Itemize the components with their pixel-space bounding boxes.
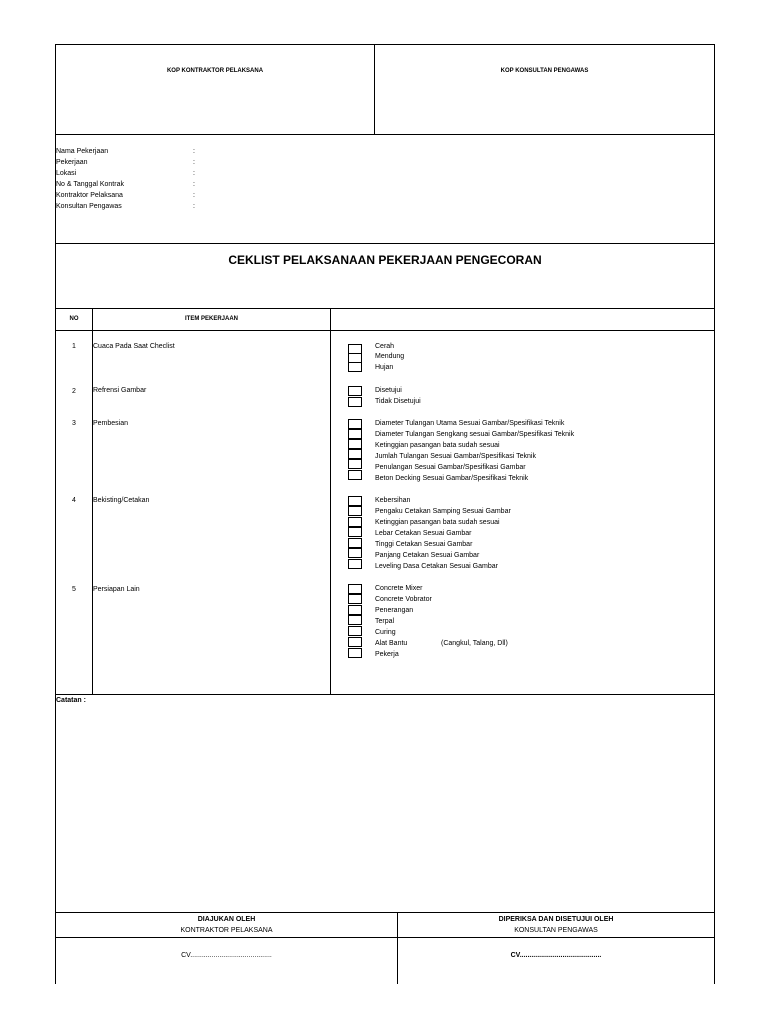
- header-right-label: KOP KONSULTAN PENGAWAS: [500, 68, 589, 74]
- check-label: Curing: [375, 629, 396, 636]
- info-colon: :: [193, 203, 195, 210]
- notes-label: Catatan :: [56, 697, 86, 704]
- row-item: Refrensi Gambar: [93, 387, 147, 394]
- check-label: Kebersihan: [375, 497, 411, 504]
- checkbox[interactable]: [348, 439, 362, 449]
- info-label: Kontraktor Pelaksana: [56, 192, 123, 199]
- info-colon: :: [193, 181, 195, 188]
- checkbox[interactable]: [348, 449, 362, 459]
- checkbox[interactable]: [348, 559, 362, 569]
- rule-info-bottom: [55, 243, 715, 244]
- check-label: Alat Bantu: [375, 640, 408, 647]
- checkbox[interactable]: [348, 637, 362, 647]
- check-label: Tinggi Cetakan Sesuai Gambar: [375, 541, 473, 548]
- check-label: Pengaku Cetakan Samping Sesuai Gambar: [375, 508, 511, 515]
- check-label: Disetujui: [375, 387, 402, 394]
- info-colon: :: [193, 170, 195, 177]
- page-title: CEKLIST PELAKSANAAN PEKERJAAN PENGECORAN: [228, 253, 542, 267]
- check-label: Diameter Tulangan Sengkang sesuai Gambar/Spesifikasi Teknik: [375, 431, 575, 438]
- checkbox[interactable]: [348, 517, 362, 527]
- row-number: 4: [72, 497, 76, 504]
- checkbox[interactable]: [348, 605, 362, 615]
- sign-right-title: DIPERIKSA DAN DISETUJUI OLEH: [498, 916, 614, 923]
- checkbox[interactable]: [348, 506, 362, 516]
- check-label: Cerah: [375, 343, 395, 350]
- checkbox[interactable]: [348, 362, 362, 372]
- checkbox[interactable]: [348, 594, 362, 604]
- check-extra-note: (Cangkul, Talang, Dll): [441, 640, 508, 647]
- check-label: Tidak Disetujui: [375, 398, 421, 405]
- sign-left-sub: KONTRAKTOR PELAKSANA: [180, 927, 273, 934]
- checkbox[interactable]: [348, 429, 362, 439]
- checkbox[interactable]: [348, 459, 362, 469]
- checkbox[interactable]: [348, 548, 362, 558]
- checkbox[interactable]: [348, 419, 362, 429]
- notes-area[interactable]: [56, 706, 714, 910]
- sign-right-cv: CV..........................................: [510, 952, 602, 959]
- check-label: Concrete Vobrator: [375, 596, 432, 603]
- info-colon: :: [193, 148, 195, 155]
- check-label: Ketinggian pasangan bata sudah sesuai: [375, 442, 500, 449]
- sign-left-title: DIAJUKAN OLEH: [197, 916, 256, 923]
- rule-title-bottom: [55, 308, 715, 309]
- checkbox[interactable]: [348, 397, 362, 407]
- row-number: 1: [72, 343, 76, 350]
- sign-right-sub: KONSULTAN PENGAWAS: [514, 927, 598, 934]
- col-divider-item: [330, 308, 331, 694]
- checkbox[interactable]: [348, 626, 362, 636]
- row-number: 2: [72, 388, 76, 395]
- checkbox[interactable]: [348, 538, 362, 548]
- rule-table-bottom: [55, 694, 715, 695]
- checkbox[interactable]: [348, 527, 362, 537]
- rule-header-bottom: [55, 134, 715, 135]
- check-label: Panjang Cetakan Sesuai Gambar: [375, 552, 480, 559]
- checkbox[interactable]: [348, 496, 362, 506]
- info-label: Lokasi: [56, 170, 77, 177]
- row-item: Persiapan Lain: [93, 586, 140, 593]
- col-header-no: NO: [69, 316, 79, 322]
- check-label: Pekerja: [375, 651, 399, 658]
- check-label: Terpal: [375, 618, 395, 625]
- rule-table-head-bottom: [55, 330, 715, 331]
- checkbox[interactable]: [348, 386, 362, 396]
- frame-top: [55, 44, 715, 45]
- info-label: Nama Pekerjaan: [56, 148, 109, 155]
- info-label: Pekerjaan: [56, 159, 88, 166]
- info-colon: :: [193, 192, 195, 199]
- check-label: Leveling Dasa Cetakan Sesuai Gambar: [375, 563, 498, 570]
- row-number: 5: [72, 586, 76, 593]
- checkbox[interactable]: [348, 584, 362, 594]
- row-item: Bekisting/Cetakan: [93, 497, 150, 504]
- check-label: Mendung: [375, 353, 405, 360]
- checkbox[interactable]: [348, 615, 362, 625]
- col-header-item: ITEM PEKERJAAN: [184, 316, 238, 322]
- check-label: Hujan: [375, 364, 394, 371]
- check-label: Lebar Cetakan Sesuai Gambar: [375, 530, 472, 537]
- check-label: Penulangan Sesuai Gambar/Spesifikasi Gambar: [375, 464, 526, 471]
- check-label: Diameter Tulangan Utama Sesuai Gambar/Spesifikasi Teknik: [375, 420, 565, 427]
- rule-sign-head-bottom: [55, 937, 715, 938]
- row-item: Cuaca Pada Saat Checlist: [93, 343, 175, 350]
- check-label: Ketinggian pasangan bata sudah sesuai: [375, 519, 500, 526]
- check-label: Beton Decking Sesuai Gambar/Spesifikasi Teknik: [375, 475, 529, 482]
- row-item: Pembesian: [93, 420, 129, 427]
- header-left-label: KOP KONTRAKTOR PELAKSANA: [166, 68, 264, 74]
- check-label: Penerangan: [375, 607, 414, 614]
- info-label: Konsultan Pengawas: [56, 203, 122, 210]
- rule-notes-bottom: [55, 912, 715, 913]
- header-divider: [374, 44, 375, 134]
- checkbox[interactable]: [348, 470, 362, 480]
- info-colon: :: [193, 159, 195, 166]
- frame-right: [714, 44, 715, 984]
- check-label: Jumlah Tulangan Sesuai Gambar/Spesifikasi Teknik: [375, 453, 536, 460]
- info-label: No & Tanggal Kontrak: [56, 181, 124, 188]
- row-number: 3: [72, 420, 76, 427]
- sign-left-cv: CV..........................................: [181, 952, 272, 959]
- checkbox[interactable]: [348, 648, 362, 658]
- check-label: Concrete Mixer: [375, 585, 423, 592]
